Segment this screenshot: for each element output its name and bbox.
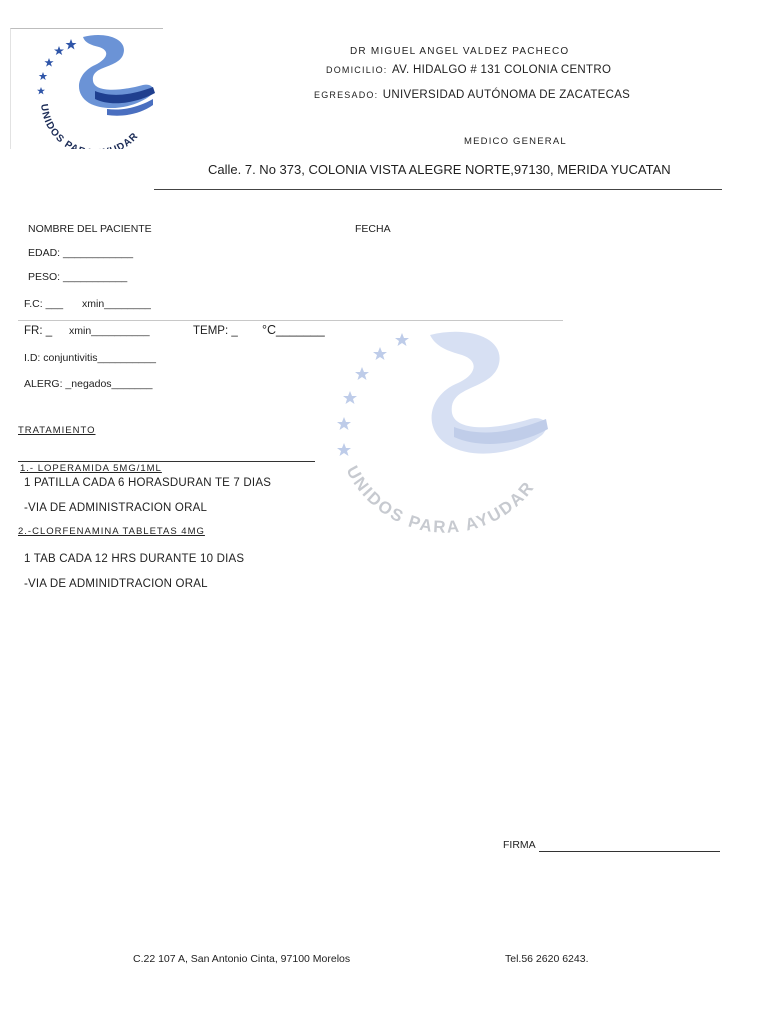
heart-rate-unit: xmin________ <box>82 298 151 310</box>
treatment-divider <box>18 461 315 462</box>
svg-text:UNIDOS PARA AYUDAR: UNIDOS PARA AYUDAR <box>342 462 539 535</box>
treatment-title: TRATAMIENTO <box>18 425 96 436</box>
medication-1-dose: 1 PATILLA CADA 6 HORASDURAN TE 7 DIAS <box>24 477 272 489</box>
heart-rate-label: F.C: ___ <box>24 298 64 310</box>
medication-1-route: -VIA DE ADMINISTRACION ORAL <box>24 502 208 514</box>
clinic-address: Calle. 7. No 373, COLONIA VISTA ALEGRE NORTE,97130, MERIDA YUCATAN <box>208 162 671 177</box>
svg-text:UNIDOS PARA AYUDAR: UNIDOS PA DAR <box>37 103 141 149</box>
footer-address: C.22 107 A, San Antonio Cinta, 97100 Morelos <box>133 953 351 965</box>
egresado-value: UNIVERSIDAD AUTÓNOMA DE ZACATECAS <box>382 89 631 101</box>
medication-2-route: -VIA DE ADMINIDTRACION ORAL <box>24 578 208 590</box>
signature-line <box>539 851 720 852</box>
medication-1-name: 1.- LOPERAMIDA 5MG/1ML <box>20 463 162 474</box>
vitals-divider <box>18 320 563 321</box>
resp-rate-unit: xmin__________ <box>69 325 150 337</box>
egresado-label: EGRESADO: <box>314 90 379 100</box>
allergies-field: ALERG: _negados_______ <box>24 378 153 390</box>
logo-box <box>10 28 163 149</box>
medication-2-name: 2.-CLORFENAMINA TABLETAS 4MG <box>18 526 205 537</box>
age-field: EDAD: ____________ <box>28 247 134 259</box>
medication-2-dose: 1 TAB CADA 12 HRS DURANTE 10 DIAS <box>24 553 245 565</box>
temp-unit: °C_______ <box>262 323 325 337</box>
patient-name-label: NOMBRE DEL PACIENTE <box>28 223 152 235</box>
header-divider <box>154 189 722 190</box>
weight-field: PESO: ___________ <box>28 271 128 283</box>
doctor-name: DR MIGUEL ANGEL VALDEZ PACHECO <box>350 46 570 57</box>
watermark-logo <box>330 325 565 535</box>
date-label: FECHA <box>355 223 391 235</box>
specialty: MEDICO GENERAL <box>464 136 567 147</box>
domicilio-value: AV. HIDALGO # 131 COLONIA CENTRO <box>391 64 612 76</box>
domicilio-line <box>326 60 611 78</box>
unidos-para-ayudar-logo <box>11 29 163 149</box>
egresado-line <box>314 85 630 103</box>
signature-label: FIRMA <box>503 839 536 851</box>
domicilio-label: DOMICILIO: <box>326 65 388 75</box>
watermark-logo-icon <box>330 325 565 535</box>
footer-phone: Tel.56 2620 6243. <box>505 953 589 965</box>
resp-rate-label: FR: _ <box>24 325 53 337</box>
temp-label: TEMP: _ <box>193 325 238 337</box>
diagnosis-field: I.D: conjuntivitis__________ <box>24 352 156 364</box>
